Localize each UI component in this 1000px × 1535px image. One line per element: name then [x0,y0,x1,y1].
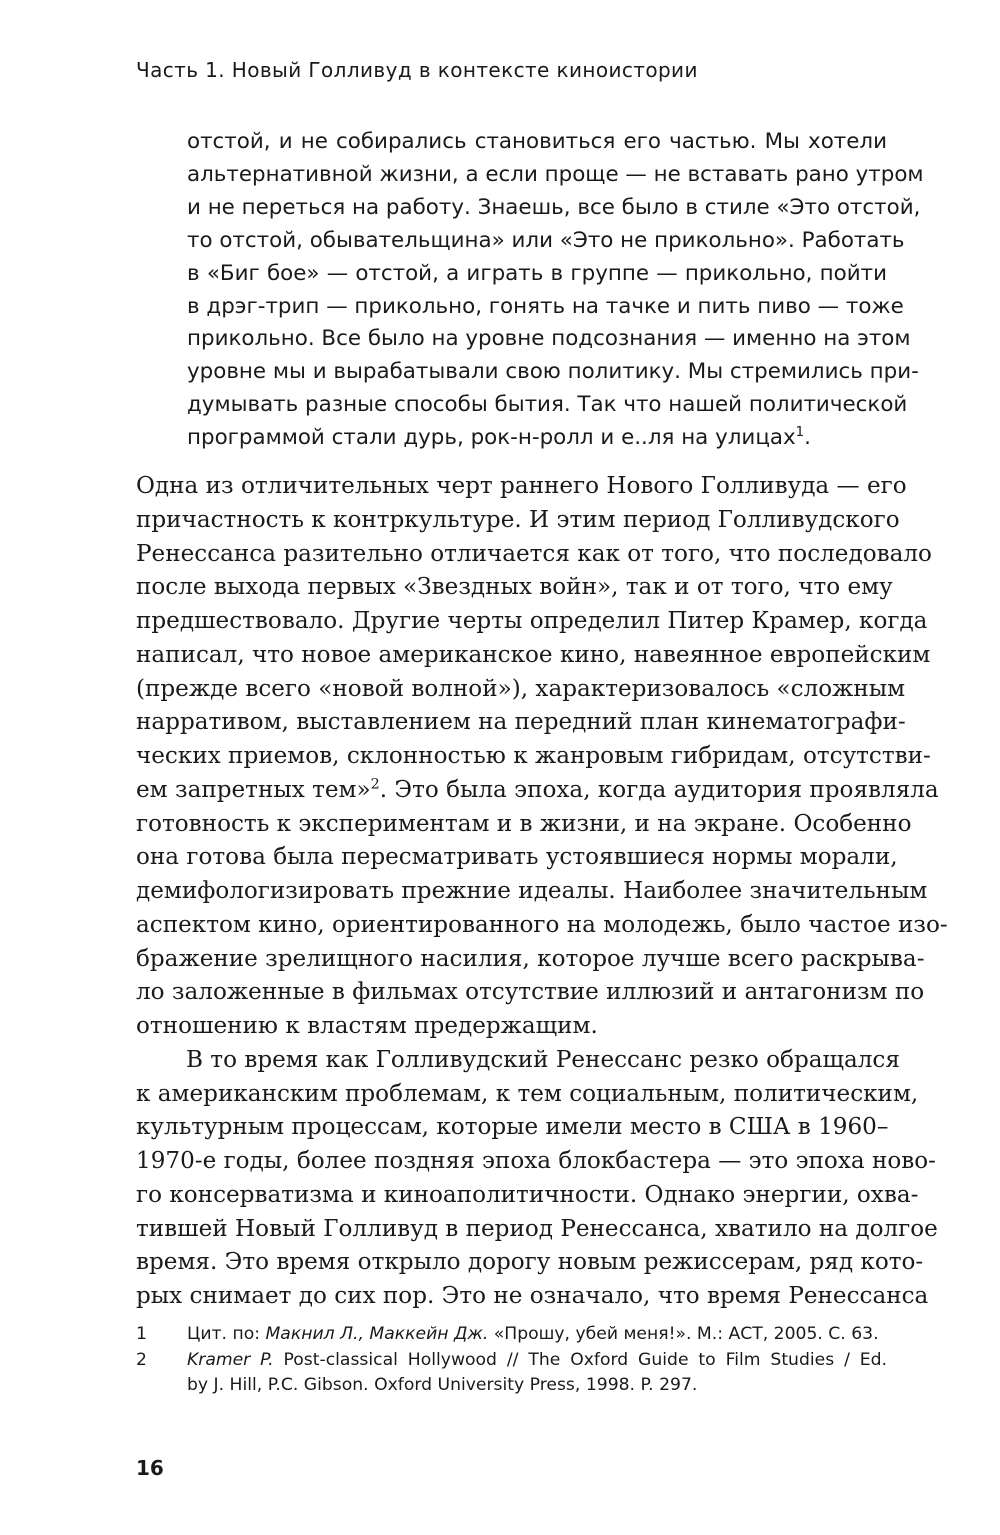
paragraph-1 [136,470,948,1044]
text-line: рых снимает до сих пор. Это не означало, что время Ренессанса [136,1283,929,1309]
paragraph-2 [136,1044,938,1314]
footnote-source: Post-classical Hollywood // The Oxford Guide to Film Studies / Ed. [273,1349,887,1370]
quote-line: уровне мы и вырабатывали свою политику. Мы стремились при- [187,359,919,385]
running-head: Часть 1. Новый Голливуд в контексте киноистории [136,58,698,82]
text-line: аспектом кино, ориентированного на молодежь, было частое изо- [136,911,948,938]
text-line: причастность к контркультуре. И этим период Голливудского [136,506,900,533]
page-number: 16 [136,1456,164,1480]
text-line: (прежде всего «новой волной»), характеризовалось «сложным [136,675,906,702]
quote-line: и не переться на работу. Знаешь, все было в стиле «Это отстой, [187,194,921,220]
footnote-authors: Макнил Л., Маккейн Дж. [265,1324,489,1344]
text-line: отношению к властям предержащим. [136,1013,598,1039]
footnote-line: by J. Hill, P.C. Gibson. Oxford University Press, 1998. P. 297. [187,1375,698,1396]
footnotes [136,1322,887,1399]
footnote-line [187,1348,887,1374]
quote-last-text: программой стали дурь, рок-н-ролл и е..ля на улицах [187,425,796,451]
text-line: после выхода первых «Звездных войн», так и от того, что ему [136,574,893,601]
footnote-2 [136,1348,887,1399]
block-quote [187,126,924,455]
text-segment: . Это была эпоха, когда аудитория проявляла [379,776,939,803]
quote-line: в дрэг-трип — прикольно, гонять на тачке и пить пиво — тоже [187,293,904,319]
quote-line: то отстой, обывательщина» или «Это не прикольно». Работать [187,227,905,253]
text-line: В то время как Голливудский Ренессанс резко обращался [186,1046,900,1073]
text-line: демифологизировать прежние идеалы. Наиболее значительным [136,878,928,904]
text-line: нарративом, выставлением на передний план кинематографи- [136,709,906,736]
text-line: Ренессанса разительно отличается как от того, что последовало [136,540,932,567]
footnote-source: «Прошу, убей меня!». М.: АСТ, 2005. С. 63. [488,1324,879,1344]
footnote-number: 2 [136,1349,147,1370]
text-line: ческих приемов, склонностью к жанровым гибридам, отсутстви- [136,743,931,769]
text-line-with-ref [136,774,939,808]
footnote-ref-2[interactable]: 2 [370,776,380,793]
quote-line-last [187,422,887,455]
text-line: написал, что новое американское кино, навеянное европейским [136,641,931,668]
body-text [136,470,948,1314]
footnote-number: 1 [136,1324,147,1344]
text-line: она готова была пересматривать устоявшиеся нормы морали, [136,844,898,871]
text-line: ло заложенные в фильмах отсутствие иллюзий и антагонизм по [136,979,925,1006]
text-line: 1970-е годы, более поздняя эпоха блокбастера — это эпоха ново- [136,1148,936,1174]
footnote-text [187,1324,879,1344]
text-line: готовность к экспериментам и в жизни, и на экране. Особенно [136,810,912,837]
quote-last-tail: . [804,425,811,451]
text-line: Одна из отличительных черт раннего Нового Голливуда — его [136,473,907,499]
text-segment: ем запретных тем» [136,776,371,803]
footnote-1 [136,1322,887,1348]
text-line: го консерватизма и киноаполитичности. Однако энергии, охва- [136,1181,919,1208]
text-line: тившей Новый Голливуд в период Ренессанса, хватило на долгое [136,1215,938,1242]
quote-line: прикольно. Все было на уровне подсознания — именно на этом [187,326,911,352]
footnote-ref-1[interactable]: 1 [795,425,805,441]
quote-line: думывать разные способы бытия. Так что нашей политической [187,392,908,418]
text-line: к американским проблемам, к тем социальным, политическим, [136,1080,919,1107]
text-line: культурным процессам, которые имели место в США в 1960– [136,1114,889,1141]
footnote-authors: Kramer P. [187,1349,274,1370]
text-line: бражение зрелищного насилия, которое лучше всего раскрыва- [136,945,925,972]
quote-line: в «Биг бое» — отстой, а играть в группе — прикольно, пойти [187,260,887,286]
quote-line: альтернативной жизни, а если проще — не вставать рано утром [187,161,924,187]
text-line: время. Это время открыло дорогу новым режиссерам, ряд кото- [136,1249,924,1276]
quote-line: отстой, и не собирались становиться его частью. Мы хотели [187,129,887,154]
text-line: предшествовало. Другие черты определил Питер Крамер, когда [136,608,928,634]
footnote-prefix: Цит. по: [187,1324,266,1344]
